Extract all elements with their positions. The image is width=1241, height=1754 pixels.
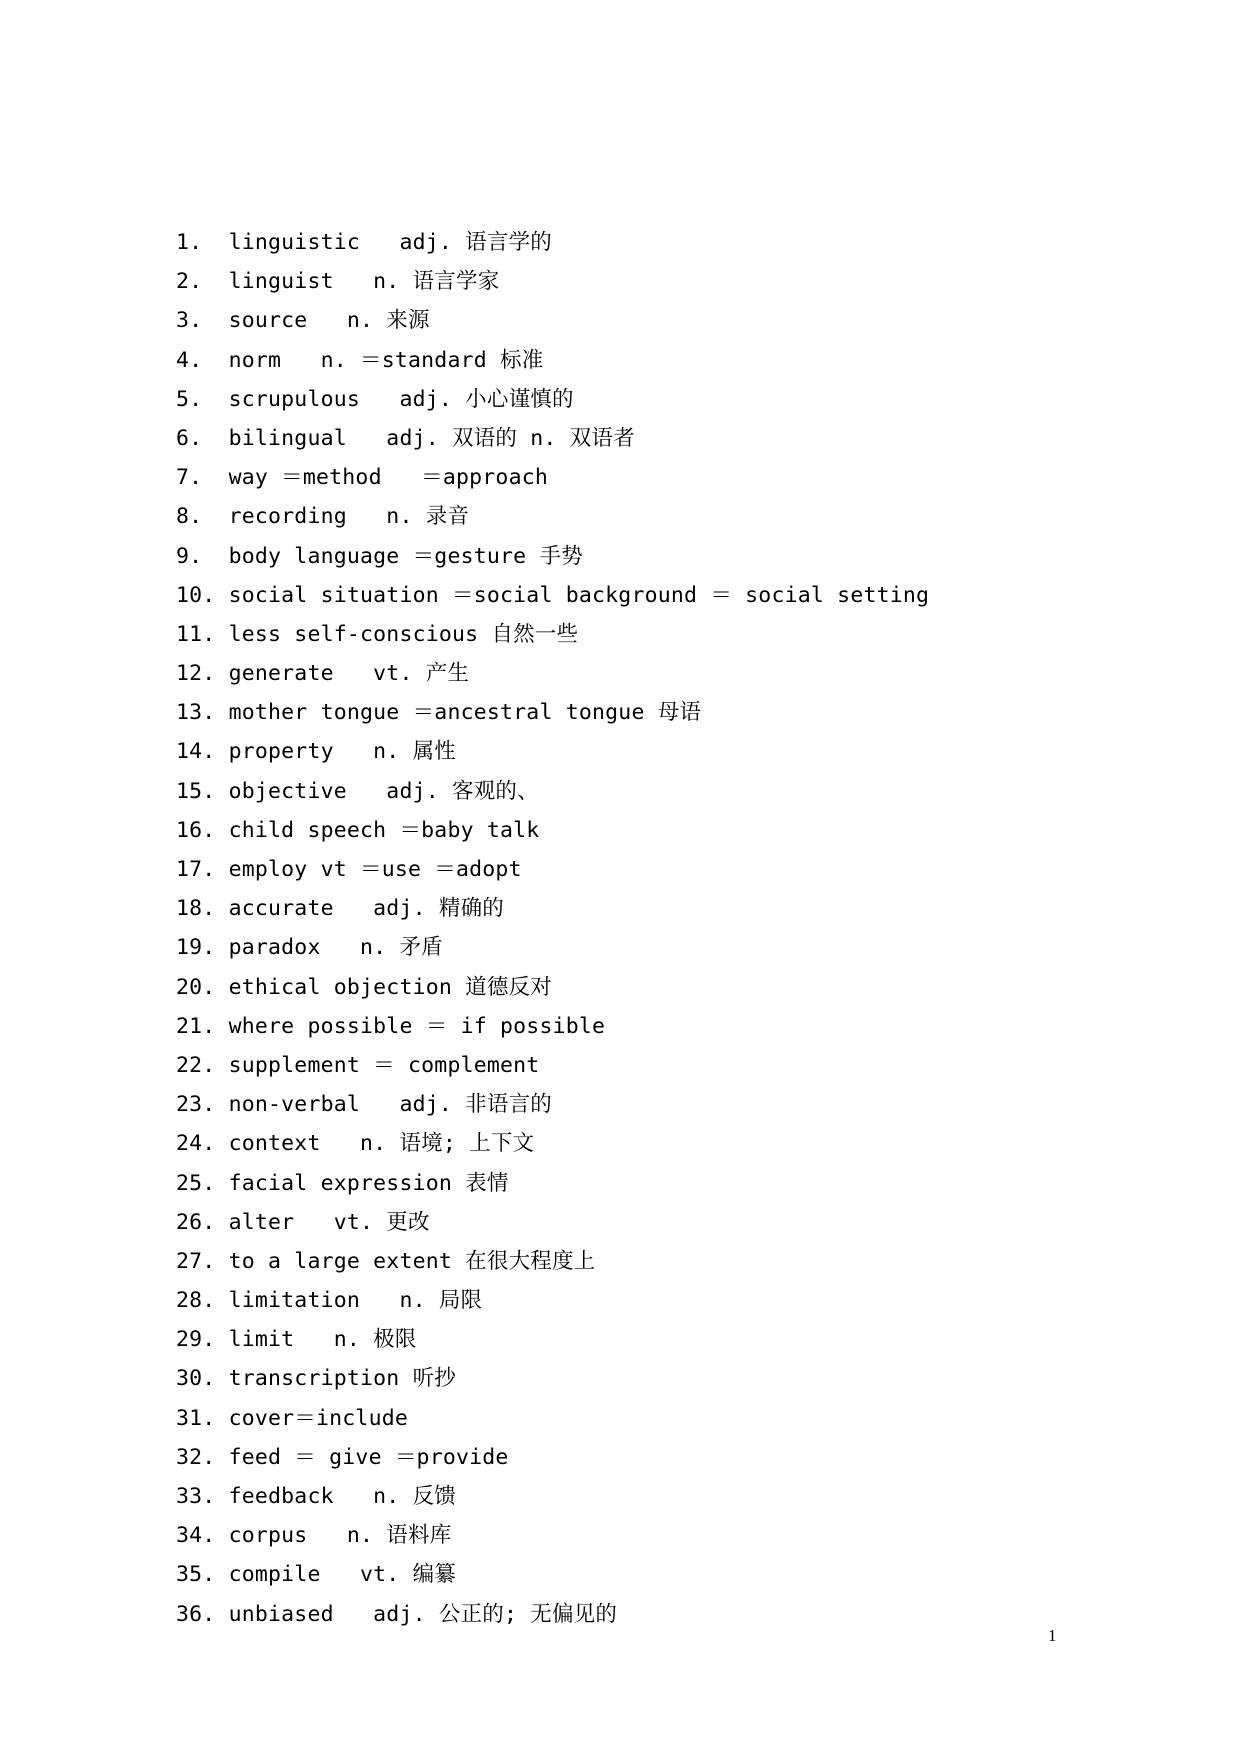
vocabulary-entry: 19. paradox n. 矛盾 (176, 935, 443, 961)
vocabulary-entry: 14. property n. 属性 (176, 739, 456, 765)
page-number: 1 (1048, 1626, 1057, 1645)
vocabulary-entry: 33. feedback n. 反馈 (176, 1484, 456, 1509)
vocabulary-entry: 10. social situation ＝social background ＝ social setting (176, 582, 930, 608)
vocabulary-entry: 32. feed ＝ give ＝provide (176, 1444, 509, 1470)
vocabulary-entry: 21. where possible ＝ if possible (176, 1013, 606, 1039)
vocabulary-entry: 24. context n. 语境; 上下文 (176, 1131, 535, 1157)
vocabulary-entry: 13. mother tongue ＝ancestral tongue 母语 (176, 700, 702, 726)
vocabulary-entry: 26. alter vt. 更改 (176, 1209, 430, 1235)
vocabulary-entry: 34. corpus n. 语料库 (176, 1523, 452, 1549)
vocabulary-entry: 8. recording n. 录音 (176, 504, 470, 530)
vocabulary-entry: 4. norm n. ＝standard 标准 (176, 347, 544, 373)
vocabulary-entry: 11. less self-conscious 自然一些 (176, 621, 579, 647)
vocabulary-entry: 25. facial expression 表情 (176, 1170, 509, 1196)
vocabulary-entry: 16. child speech ＝baby talk (176, 817, 540, 843)
vocabulary-entry: 7. way ＝method ＝approach (176, 465, 549, 491)
vocabulary-entry: 30. transcription 听抄 (176, 1366, 456, 1392)
vocabulary-entry: 28. limitation n. 局限 (176, 1288, 483, 1314)
vocabulary-entry: 18. accurate adj. 精确的 (176, 896, 504, 922)
vocabulary-entry: 12. generate vt. 产生 (176, 661, 470, 687)
vocabulary-entry: 6. bilingual adj. 双语的 n. 双语者 (176, 425, 635, 451)
vocabulary-entry: 35. compile vt. 编纂 (176, 1562, 456, 1588)
vocabulary-entry: 3. source n. 来源 (176, 308, 430, 334)
vocabulary-list (176, 223, 929, 1634)
vocabulary-entry: 29. limit n. 极限 (176, 1327, 417, 1353)
vocabulary-entry: 15. objective adj. 客观的、 (176, 778, 539, 804)
vocabulary-entry: 20. ethical objection 道德反对 (176, 974, 552, 1000)
vocabulary-entry: 27. to a large extent 在很大程度上 (176, 1248, 596, 1274)
vocabulary-entry: 5. scrupulous adj. 小心谨慎的 (176, 386, 574, 412)
vocabulary-entry: 9. body language ＝gesture 手势 (176, 543, 583, 569)
vocabulary-entry: 31. cover＝include (176, 1405, 409, 1431)
vocabulary-entry: 36. unbiased adj. 公正的; 无偏见的 (176, 1601, 618, 1627)
vocabulary-entry: 22. supplement ＝ complement (176, 1052, 540, 1078)
vocabulary-entry: 23. non-verbal adj. 非语言的 (176, 1092, 552, 1118)
vocabulary-entry: 1. linguistic adj. 语言学的 (176, 230, 552, 255)
vocabulary-entry: 17. employ vt ＝use ＝adopt (176, 857, 522, 882)
vocabulary-entry: 2. linguist n. 语言学家 (176, 269, 500, 295)
